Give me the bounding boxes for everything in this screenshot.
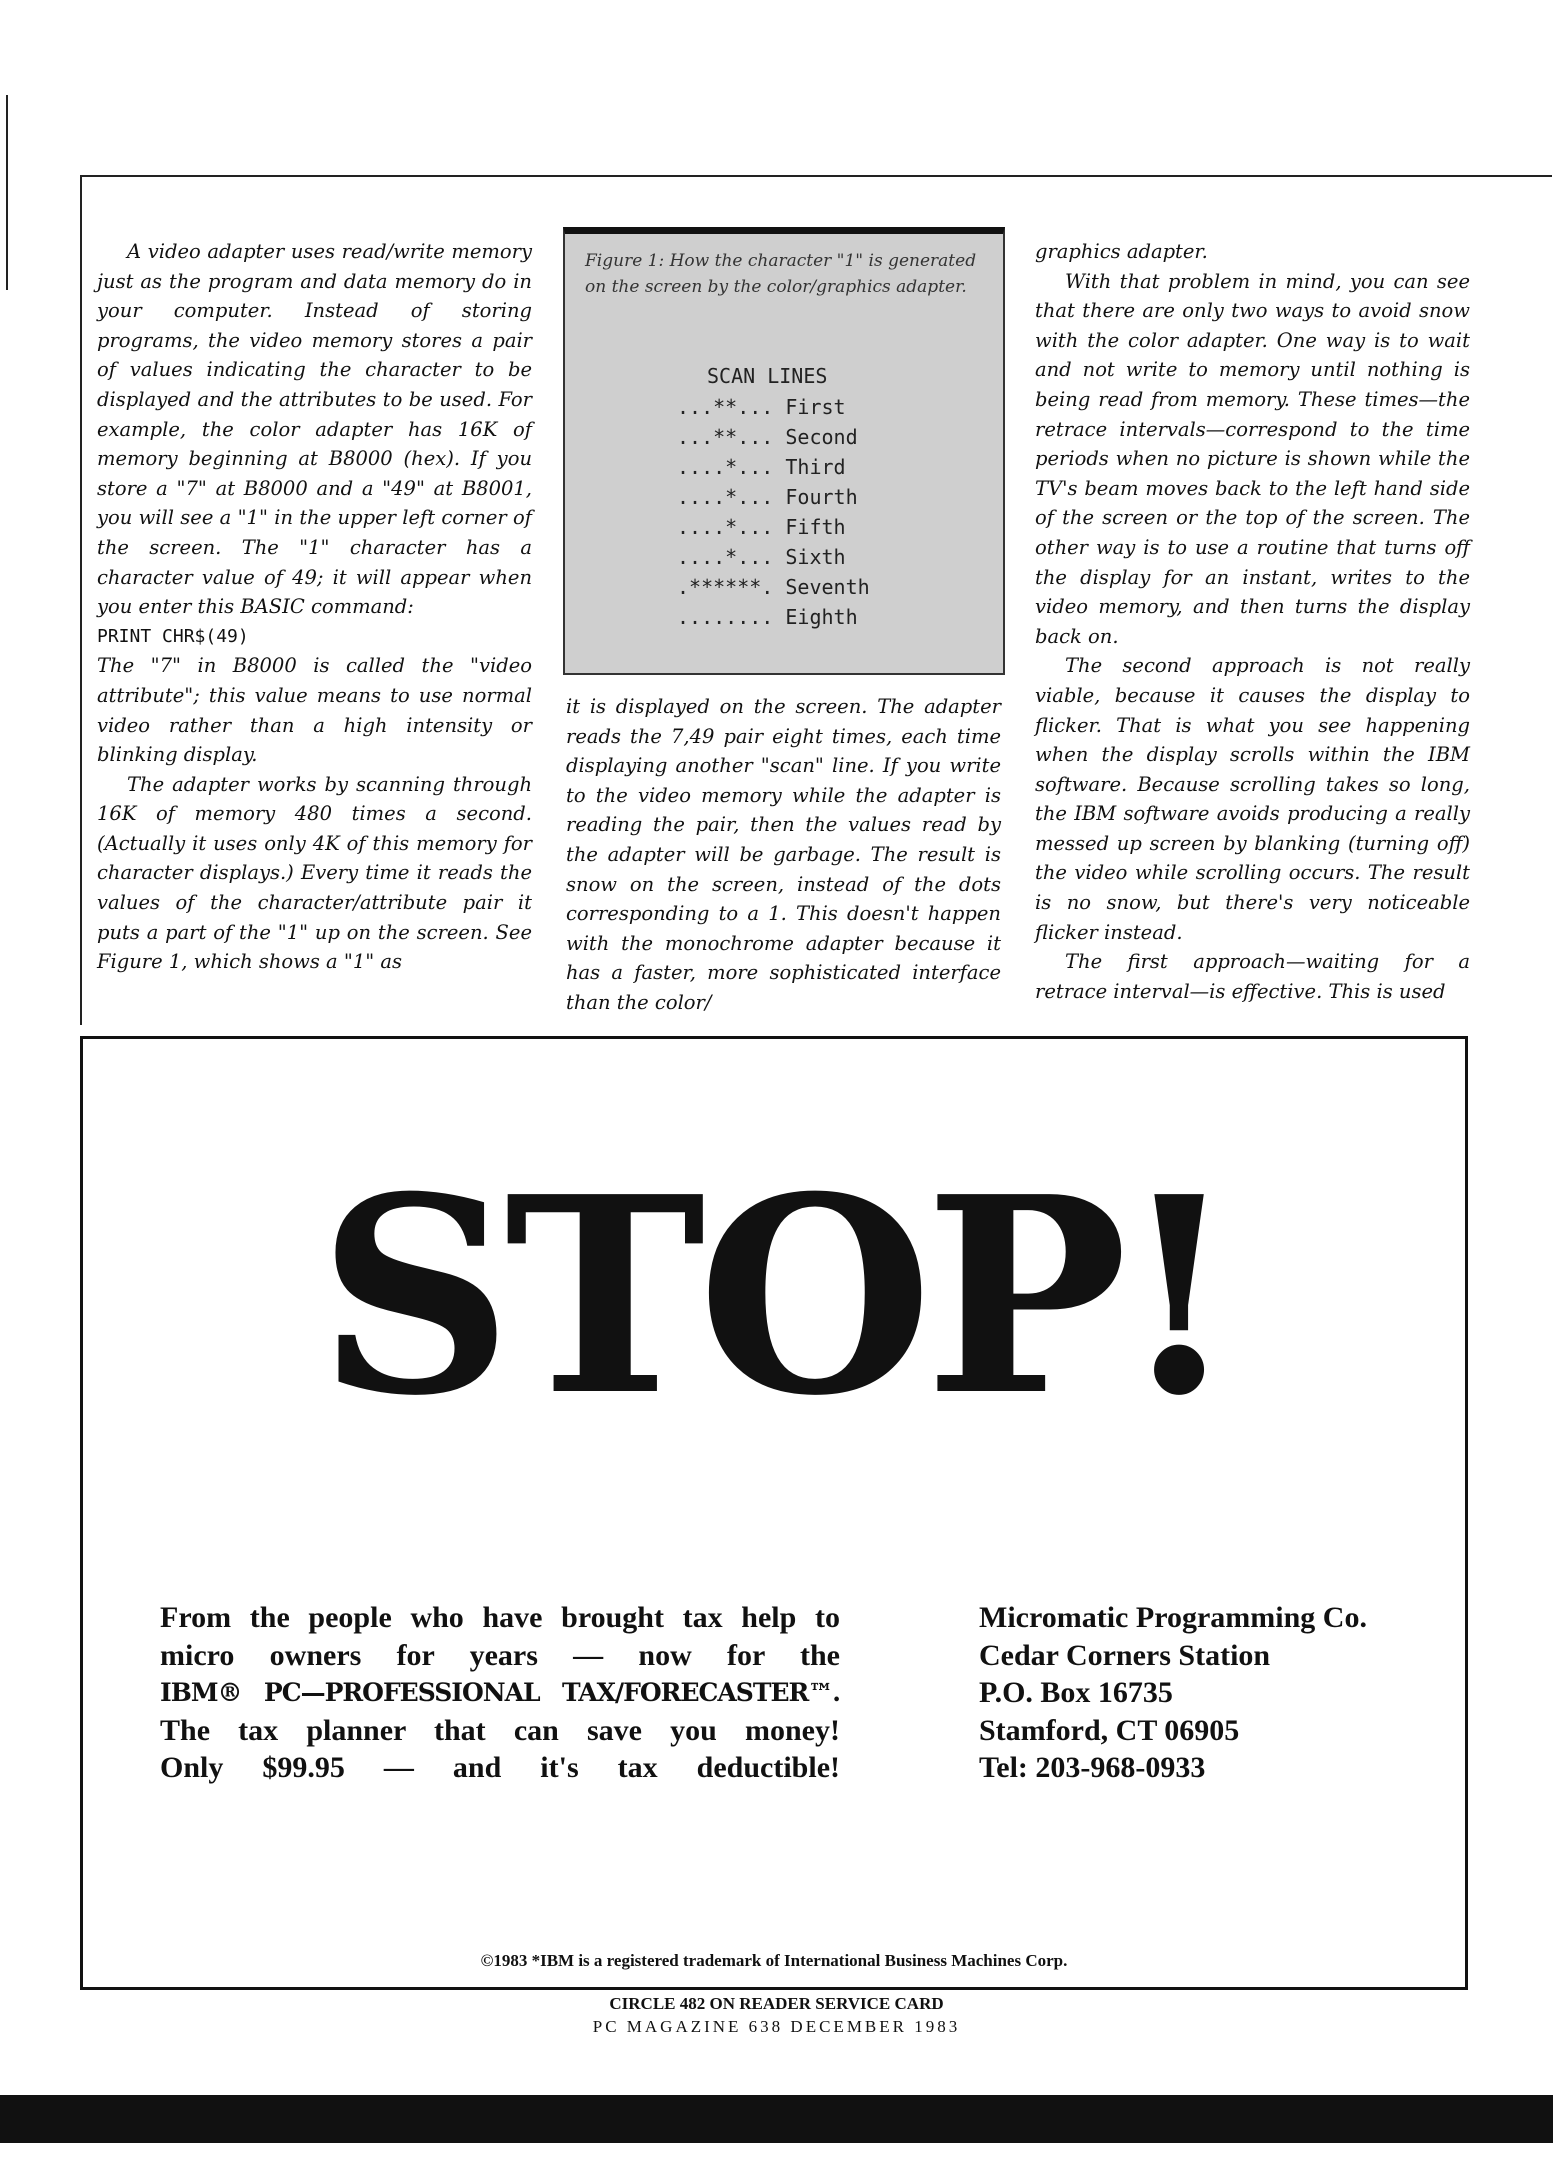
paragraph: The second approach is not really viable, because it causes the display to flicker. That is what you see happening when the display scrolls within the IBM software. Because scrolling takes so long, the IBM software avoids producing a really messed up screen by blanking (turning off) the video while scrolling occurs. The result is no snow, but there's very noticeable flicker instead. (1035, 654, 1470, 944)
address-line: Cedar Corners Station (979, 1638, 1271, 1672)
scan-label: Seventh (785, 575, 870, 599)
scan-line-row (677, 485, 858, 509)
city-state-zip: Stamford, CT 06905 (979, 1713, 1240, 1747)
po-box: P.O. Box 16735 (979, 1676, 1173, 1709)
scan-dots: ....*... (677, 485, 774, 509)
scan-label: Second (785, 425, 858, 449)
scan-label: Fifth (785, 515, 846, 539)
scan-dots: ........ (677, 605, 774, 629)
article-section (80, 175, 1552, 1025)
scan-line-row (677, 515, 846, 539)
ad-contact-block (979, 1599, 1419, 1787)
scan-dots: ....*... (677, 515, 774, 539)
scan-dots: ....*... (677, 455, 774, 479)
scan-line-row (677, 605, 858, 629)
scan-label: First (785, 395, 846, 419)
figure-1 (563, 227, 1005, 675)
paragraph: A video adapter uses read/write memory just as the program and data memory do in your computer. Instead of storing programs, the video memory stores a pair of values indicating the character to be displayed and the attributes to be used. For example, the color adapter has 16K of memory beginning at B8000 (hex). If you store a "7" at B8000 and a "49" at B8001, you will see a "1" in the upper left corner of the screen. The "1" character has a character value of 49; it will appear when you enter this BASIC command: (97, 240, 532, 619)
paragraph: graphics adapter. (1035, 240, 1208, 263)
ad-copy-line: micro owners for years — now for the (160, 1638, 840, 1672)
paragraph: With that problem in mind, you can see that there are only two ways to avoid snow with the color adapter. One way is to wait and not write to memory until nothing is being read from memory. These times—the retrace intervals—correspond to the time periods when no picture is shown while the TV's beam moves back to the left hand side of the screen or the top of the screen. The other way is to use a routine that turns off the display for an instant, writes to the video memory, and then turns the display back on. (1035, 269, 1470, 648)
ad-copy-line: IBM® PC—PROFESSIONAL TAX/FORECASTER™. (160, 1678, 840, 1707)
scan-line-row (677, 545, 846, 569)
scan-line-row (677, 455, 846, 479)
scan-dots: .******. (677, 575, 774, 599)
company-name: Micromatic Programming Co. (979, 1601, 1367, 1634)
ad-copy-line: From the people who have brought tax help to (160, 1601, 840, 1634)
scan-line-row (677, 425, 858, 449)
advertisement (80, 1036, 1468, 1990)
ad-copy-line: The tax planner that can save you money! (160, 1713, 840, 1747)
paragraph: The adapter works by scanning through 16K of memory 480 times a second. (Actually it uses only 4K of this memory for character displays.) Every time it reads the values of the character/attribute pair it puts a part of the "1" up on the screen. See Figure 1, which shows a "1" as (97, 772, 532, 974)
scan-label: Sixth (785, 545, 846, 569)
paragraph: The "7" in B8000 is called the "video attribute"; this value means to use normal video rather than a high intensity or blinking display. (97, 654, 532, 767)
scan-dots: ...**... (677, 395, 774, 419)
scan-dots: ....*... (677, 545, 774, 569)
margin-rule (6, 95, 8, 290)
article-column-3 (1035, 237, 1470, 1006)
article-column-2 (566, 692, 1001, 1018)
paragraph: The first approach—waiting for a retrace interval—is effective. This is used (1035, 950, 1470, 1003)
page-footer: PC MAGAZINE 638 DECEMBER 1983 (592, 2017, 961, 2036)
reader-service-note: CIRCLE 482 ON READER SERVICE CARD (609, 1994, 944, 2013)
article-column-1 (97, 237, 532, 977)
ad-headline: STOP! (317, 1137, 1231, 1455)
phone-number: Tel: 203-968-0933 (979, 1751, 1206, 1784)
scan-label: Eighth (785, 605, 858, 629)
trademark-notice: ©1983 *IBM is a registered trademark of International Business Machines Corp. (480, 1951, 1068, 1970)
scan-line-row (677, 575, 870, 599)
scan-line-row (677, 395, 846, 419)
ad-body-copy (160, 1599, 840, 1787)
paragraph: it is displayed on the screen. The adapter reads the 7,49 pair eight times, each time displaying another "scan" line. If you write to the video memory while the adapter is reading the pair, then the values read by the adapter will be garbage. The result is snow on the screen, instead of the dots corresponding to a 1. This doesn't happen with the monochrome adapter because it has a faster, more sophisticated interface than the color/ (566, 695, 1001, 1014)
bottom-border-bar (0, 2095, 1553, 2143)
figure-caption: Figure 1: How the character "1" is generated on the screen by the color/graphics adapter. (585, 251, 977, 297)
scan-label: Third (785, 455, 846, 479)
ad-copy-line: Only $99.95 — and it's tax deductible! (160, 1751, 840, 1784)
scan-lines-header: SCAN LINES (707, 364, 828, 388)
scan-label: Fourth (785, 485, 858, 509)
basic-command: PRINT CHR$(49) (97, 625, 249, 647)
scan-dots: ...**... (677, 425, 774, 449)
